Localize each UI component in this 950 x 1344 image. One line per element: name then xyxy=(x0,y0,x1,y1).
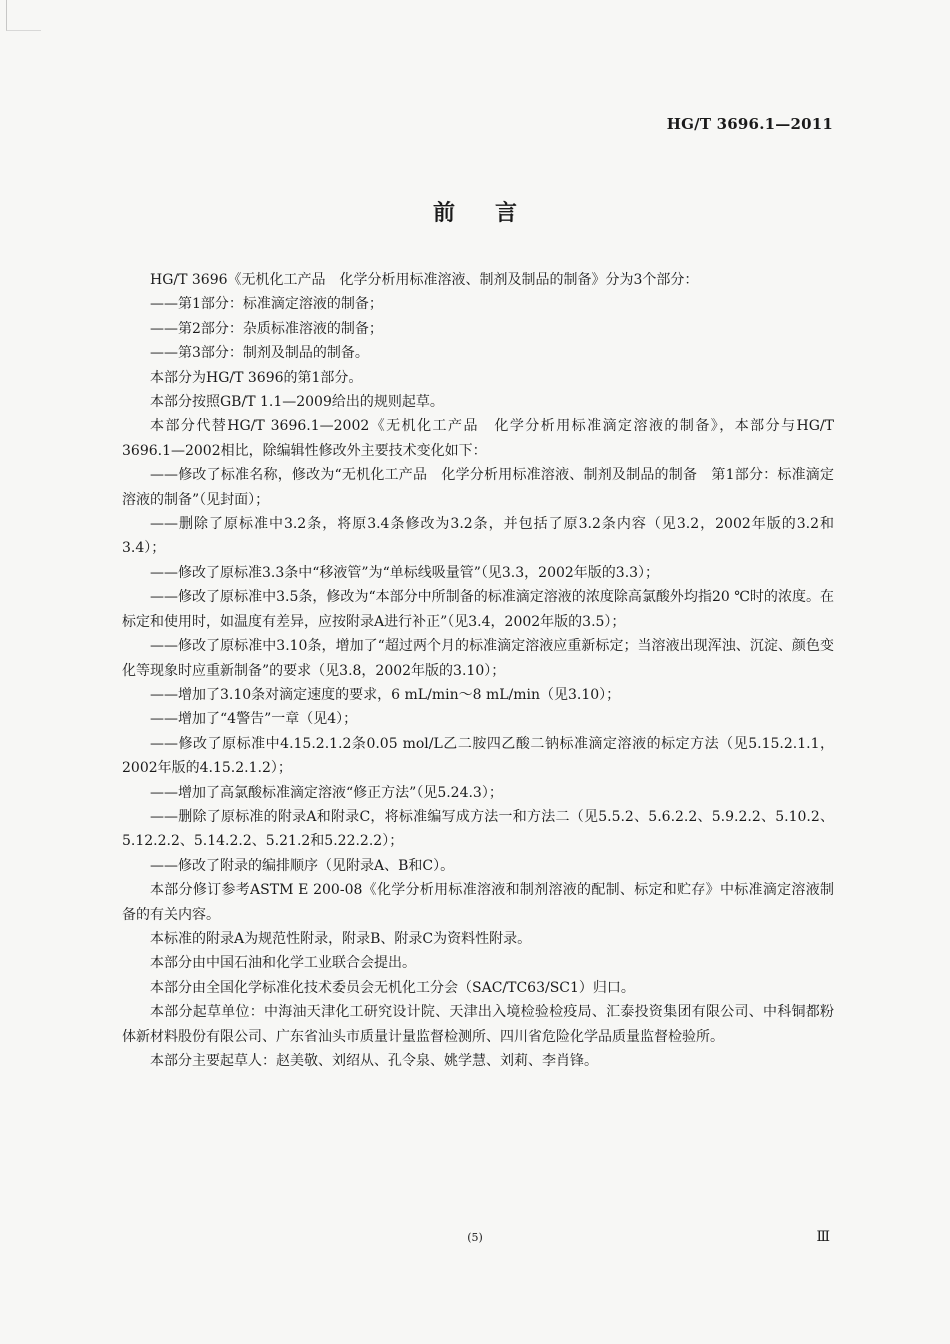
list-item: ——第2部分：杂质标准溶液的制备； xyxy=(150,320,383,337)
body-text xyxy=(122,268,834,1073)
list-item: ——第1部分：标准滴定溶液的制备； xyxy=(150,296,383,313)
page-title: 前言 xyxy=(432,201,557,226)
paragraph: 本部分代替HG/T 3696.1—2002《无机化工产品 化学分析用标准滴定溶液的制备》，本部分与HG/T 3696.1—2002相比，除编辑性修改外主要技术变化如下： xyxy=(122,418,834,459)
roman-page-number: Ⅲ xyxy=(816,1229,830,1245)
list-item: ——增加了高氯酸标准滴定溶液“修正方法”（见5.24.3）； xyxy=(150,784,503,801)
list-item: ——修改了附录的编排顺序（见附录A、B和C）。 xyxy=(150,857,455,874)
page-marker: (5) xyxy=(467,1231,483,1244)
paragraph: 本部分主要起草人：赵美敬、刘绍从、孔令泉、姚学慧、刘莉、李肖锋。 xyxy=(150,1053,598,1069)
paragraph: 本部分起草单位：中海油天津化工研究设计院、天津出入境检验检疫局、汇泰投资集团有限公司、中科铜都粉体新材料股份有限公司、广东省汕头市质量计量监督检测所、四川省危险化学品质量监督检验所。 xyxy=(122,1004,834,1045)
list-item: ——修改了标准名称，修改为“无机化工产品 化学分析用标准溶液、制剂及制品的制备 第1部分：标准滴定溶液的制备”（见封面）； xyxy=(122,467,834,508)
paragraph: 本部分修订参考ASTM E 200-08《化学分析用标准溶液和制剂溶液的配制、标定和贮存》中标准滴定溶液制备的有关内容。 xyxy=(122,882,834,923)
scan-corner-mark xyxy=(6,0,41,31)
paragraph: 本部分按照GB/T 1.1—2009给出的规则起草。 xyxy=(150,394,444,411)
list-item: ——修改了原标准中3.5条，修改为“本部分中所制备的标准滴定溶液的浓度除高氯酸外均指20 ℃时的浓度。在标定和使用时，如温度有差异，应按附录A进行补正”（见3.4，2002年版的3.5）； xyxy=(122,589,834,630)
list-item: ——删除了原标准中3.2条，将原3.4条修改为3.2条，并包括了原3.2条内容（见3.2，2002年版的3.2和3.4）； xyxy=(122,516,834,557)
list-item: ——修改了原标准中4.15.2.1.2条0.05 mol/L乙二胺四乙酸二钠标准滴定溶液的标定方法（见5.15.2.1.1，2002年版的4.15.2.1.2）； xyxy=(122,735,834,777)
paragraph: 本部分由全国化学标准化技术委员会无机化工分会（SAC/TC63/SC1）归口。 xyxy=(150,979,635,996)
list-item: ——增加了3.10条对滴定速度的要求，6 mL/min～8 mL/min（见3.10）； xyxy=(150,686,621,703)
paragraph: 本部分由中国石油和化学工业联合会提出。 xyxy=(150,955,416,972)
list-item: ——增加了“4警告”一章（见4）； xyxy=(150,711,358,728)
paragraph: 本部分为HG/T 3696的第1部分。 xyxy=(150,369,363,386)
list-item: ——删除了原标准的附录A和附录C，将标准编写成方法一和方法二（见5.5.2、5.6.2.2、5.9.2.2、5.10.2、5.12.2.2、5.14.2.2、5.21.2和5.22.2.2）； xyxy=(122,808,834,850)
list-item: ——第3部分：制剂及制品的制备。 xyxy=(150,345,369,362)
list-item: ——修改了原标准3.3条中“移液管”为“单标线吸量管”（见3.3，2002年版的3.3）； xyxy=(150,564,660,581)
standard-code: HG/T 3696.1—2011 xyxy=(666,115,833,133)
paragraph: 本标准的附录A为规范性附录，附录B、附录C为资料性附录。 xyxy=(150,930,532,947)
list-item: ——修改了原标准中3.10条，增加了“超过两个月的标准滴定溶液应重新标定；当溶液出现浑浊、沉淀、颜色变化等现象时应重新制备”的要求（见3.8，2002年版的3.10）； xyxy=(122,638,834,679)
paragraph: HG/T 3696《无机化工产品 化学分析用标准溶液、制剂及制品的制备》分为3个部分： xyxy=(150,272,699,288)
